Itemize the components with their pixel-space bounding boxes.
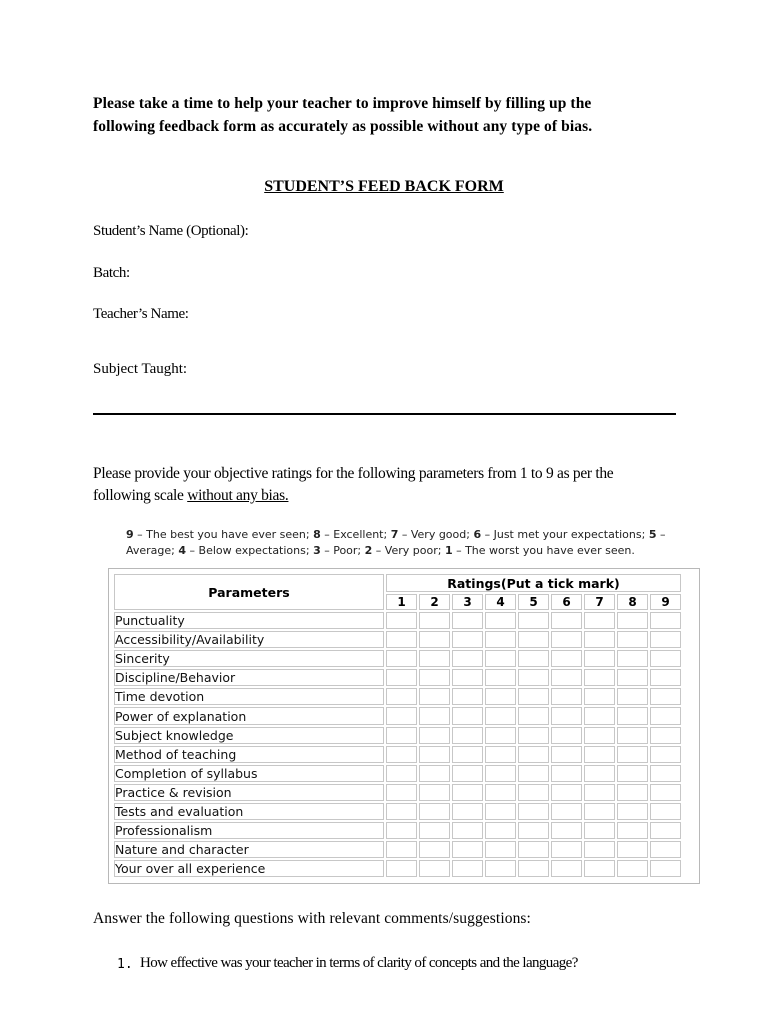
rating-tick-cell[interactable]	[650, 631, 681, 648]
rating-number-header: 7	[584, 594, 615, 610]
rating-tick-cell[interactable]	[485, 650, 516, 667]
rating-tick-cell[interactable]	[650, 841, 681, 858]
rating-tick-cell[interactable]	[617, 727, 648, 744]
rating-tick-cell[interactable]	[419, 765, 450, 782]
parameter-name: Practice & revision	[114, 784, 384, 801]
rating-tick-cell[interactable]	[617, 669, 648, 686]
parameter-name: Tests and evaluation	[114, 803, 384, 820]
rating-tick-cell[interactable]	[551, 707, 582, 724]
scale-instruction-line-1: Please provide your objective ratings for the following parameters from 1 to 9 as per the	[93, 465, 614, 482]
rating-tick-cell[interactable]	[617, 746, 648, 763]
rating-tick-cell[interactable]	[485, 746, 516, 763]
legend-num-3: 3	[313, 543, 321, 557]
rating-tick-cell[interactable]	[452, 860, 483, 877]
rating-tick-cell[interactable]	[617, 707, 648, 724]
rating-tick-cell[interactable]	[617, 650, 648, 667]
parameter-row	[114, 707, 681, 724]
ratings-header-row	[114, 574, 681, 592]
rating-tick-cell[interactable]	[386, 746, 417, 763]
rating-tick-cell[interactable]	[584, 765, 615, 782]
rating-tick-cell[interactable]	[386, 631, 417, 648]
rating-tick-cell[interactable]	[650, 746, 681, 763]
legend-text-2: – Very poor;	[372, 543, 445, 557]
question-text: How effective was your teacher in terms of clarity of concepts and the language?	[140, 955, 578, 971]
rating-tick-cell[interactable]	[650, 612, 681, 629]
rating-tick-cell[interactable]	[518, 803, 549, 820]
legend-text-9: – The best you have ever seen;	[133, 528, 314, 541]
rating-tick-cell[interactable]	[584, 841, 615, 858]
teacher-name-label: Teacher’s Name:	[93, 306, 189, 322]
rating-tick-cell[interactable]	[485, 860, 516, 877]
rating-tick-cell[interactable]	[551, 822, 582, 839]
rating-tick-cell[interactable]	[386, 860, 417, 877]
rating-tick-cell[interactable]	[584, 822, 615, 839]
legend-num-8: 8	[313, 528, 321, 541]
rating-tick-cell[interactable]	[518, 631, 549, 648]
parameter-name: Power of explanation	[114, 707, 384, 724]
intro-line-1: Please take a time to help your teacher to improve himself by filling up the	[93, 95, 592, 112]
rating-tick-cell[interactable]	[419, 612, 450, 629]
rating-tick-cell[interactable]	[419, 784, 450, 801]
parameter-name: Nature and character	[114, 841, 384, 858]
rating-tick-cell[interactable]	[518, 688, 549, 705]
rating-tick-cell[interactable]	[518, 860, 549, 877]
rating-tick-cell[interactable]	[650, 727, 681, 744]
parameter-row	[114, 669, 681, 686]
rating-tick-cell[interactable]	[485, 822, 516, 839]
rating-tick-cell[interactable]	[419, 707, 450, 724]
rating-tick-cell[interactable]	[386, 688, 417, 705]
parameter-name: Accessibility/Availability	[114, 631, 384, 648]
answer-instruction: Answer the following questions with relevant comments/suggestions:	[93, 910, 531, 927]
legend-line-2	[126, 543, 686, 559]
rating-tick-cell[interactable]	[485, 765, 516, 782]
question-number: 1.	[117, 957, 133, 972]
legend-num-9: 9	[126, 528, 134, 541]
rating-tick-cell[interactable]	[452, 765, 483, 782]
rating-tick-cell[interactable]	[518, 784, 549, 801]
rating-tick-cell[interactable]	[617, 765, 648, 782]
rating-tick-cell[interactable]	[419, 860, 450, 877]
rating-tick-cell[interactable]	[419, 822, 450, 839]
rating-tick-cell[interactable]	[452, 841, 483, 858]
legend-text-5-cont: Average;	[126, 543, 179, 557]
legend-text-7: – Very good;	[398, 528, 474, 541]
rating-tick-cell[interactable]	[386, 841, 417, 858]
rating-tick-cell[interactable]	[485, 631, 516, 648]
parameter-row	[114, 631, 681, 648]
rating-tick-cell[interactable]	[584, 669, 615, 686]
rating-tick-cell[interactable]	[452, 669, 483, 686]
rating-tick-cell[interactable]	[650, 784, 681, 801]
scale-instruction	[93, 463, 683, 507]
legend-text-3: – Poor;	[320, 543, 365, 557]
parameter-row	[114, 650, 681, 667]
rating-tick-cell[interactable]	[518, 746, 549, 763]
rating-tick-cell[interactable]	[617, 822, 648, 839]
rating-tick-cell[interactable]	[452, 822, 483, 839]
legend-num-1: 1	[444, 543, 453, 557]
legend-text-8: – Excellent;	[320, 528, 391, 541]
rating-tick-cell[interactable]	[617, 631, 648, 648]
parameter-name: Professionalism	[114, 822, 384, 839]
rating-tick-cell[interactable]	[650, 650, 681, 667]
legend-num-6: 6	[473, 528, 482, 541]
rating-tick-cell[interactable]	[650, 860, 681, 877]
rating-tick-cell[interactable]	[650, 669, 681, 686]
rating-number-header: 6	[551, 594, 582, 610]
separator-line	[93, 413, 676, 415]
intro-text	[93, 92, 693, 138]
rating-tick-cell[interactable]	[419, 841, 450, 858]
rating-tick-cell[interactable]	[419, 746, 450, 763]
parameter-row	[114, 841, 681, 858]
legend-num-2: 2	[364, 543, 373, 557]
rating-tick-cell[interactable]	[617, 841, 648, 858]
rating-tick-cell[interactable]	[386, 784, 417, 801]
parameter-name: Subject knowledge	[114, 727, 384, 744]
rating-tick-cell[interactable]	[485, 688, 516, 705]
rating-tick-cell[interactable]	[518, 669, 549, 686]
rating-tick-cell[interactable]	[386, 822, 417, 839]
ratings-table	[112, 572, 683, 879]
rating-tick-cell[interactable]	[452, 746, 483, 763]
legend-text-1: – The worst you have ever seen.	[452, 543, 635, 557]
rating-tick-cell[interactable]	[551, 650, 582, 667]
rating-tick-cell[interactable]	[518, 707, 549, 724]
rating-tick-cell[interactable]	[584, 727, 615, 744]
subject-taught-label: Subject Taught:	[93, 361, 188, 377]
legend-num-7: 7	[390, 528, 399, 541]
intro-line-2: following feedback form as accurately as possible without any type of bias.	[93, 118, 593, 135]
rating-tick-cell[interactable]	[584, 860, 615, 877]
rating-tick-cell[interactable]	[617, 803, 648, 820]
scale-instruction-line-2	[93, 485, 683, 507]
rating-tick-cell[interactable]	[584, 784, 615, 801]
rating-tick-cell[interactable]	[386, 612, 417, 629]
rating-tick-cell[interactable]	[419, 688, 450, 705]
rating-tick-cell[interactable]	[551, 688, 582, 705]
rating-tick-cell[interactable]	[485, 841, 516, 858]
rating-tick-cell[interactable]	[485, 669, 516, 686]
rating-tick-cell[interactable]	[584, 746, 615, 763]
student-name-label: Student’s Name (Optional):	[93, 223, 249, 239]
rating-tick-cell[interactable]	[386, 727, 417, 744]
parameter-name: Sincerity	[114, 650, 384, 667]
scale-instruction-emphasis: without any bias.	[187, 487, 289, 504]
parameter-name: Method of teaching	[114, 746, 384, 763]
rating-tick-cell[interactable]	[452, 688, 483, 705]
rating-tick-cell[interactable]	[518, 727, 549, 744]
rating-number-header: 8	[617, 594, 648, 610]
parameter-name: Time devotion	[114, 688, 384, 705]
rating-tick-cell[interactable]	[518, 650, 549, 667]
rating-tick-cell[interactable]	[617, 784, 648, 801]
rating-tick-cell[interactable]	[551, 803, 582, 820]
rating-tick-cell[interactable]	[551, 784, 582, 801]
rating-tick-cell[interactable]	[386, 707, 417, 724]
rating-tick-cell[interactable]	[485, 612, 516, 629]
legend-text-4: – Below expectations;	[186, 543, 314, 557]
legend-num-5: 5	[648, 528, 657, 541]
rating-tick-cell[interactable]	[518, 841, 549, 858]
rating-tick-cell[interactable]	[551, 727, 582, 744]
rating-number-header: 5	[518, 594, 549, 610]
rating-tick-cell[interactable]	[419, 631, 450, 648]
rating-tick-cell[interactable]	[584, 631, 615, 648]
rating-tick-cell[interactable]	[518, 612, 549, 629]
legend-num-4: 4	[178, 543, 187, 557]
ratings-header: Ratings(Put a tick mark)	[386, 574, 681, 592]
rating-tick-cell[interactable]	[452, 784, 483, 801]
rating-tick-cell[interactable]	[419, 669, 450, 686]
rating-tick-cell[interactable]	[518, 822, 549, 839]
ratings-table-body	[114, 612, 681, 877]
rating-tick-cell[interactable]	[551, 631, 582, 648]
ratings-table-frame	[108, 568, 700, 884]
rating-tick-cell[interactable]	[650, 707, 681, 724]
parameter-name: Discipline/Behavior	[114, 669, 384, 686]
parameter-row	[114, 860, 681, 877]
rating-tick-cell[interactable]	[584, 688, 615, 705]
rating-tick-cell[interactable]	[452, 727, 483, 744]
parameter-row	[114, 803, 681, 820]
rating-tick-cell[interactable]	[617, 688, 648, 705]
rating-number-header: 2	[419, 594, 450, 610]
rating-tick-cell[interactable]	[551, 669, 582, 686]
parameter-row	[114, 765, 681, 782]
parameter-name: Punctuality	[114, 612, 384, 629]
rating-tick-cell[interactable]	[452, 650, 483, 667]
legend-text-6: – Just met your expectations;	[481, 528, 649, 541]
rating-tick-cell[interactable]	[584, 650, 615, 667]
parameter-row	[114, 822, 681, 839]
rating-tick-cell[interactable]	[584, 803, 615, 820]
rating-tick-cell[interactable]	[518, 765, 549, 782]
rating-tick-cell[interactable]	[386, 765, 417, 782]
rating-tick-cell[interactable]	[419, 727, 450, 744]
rating-tick-cell[interactable]	[650, 803, 681, 820]
rating-tick-cell[interactable]	[419, 650, 450, 667]
rating-tick-cell[interactable]	[617, 612, 648, 629]
parameter-name: Completion of syllabus	[114, 765, 384, 782]
rating-tick-cell[interactable]	[386, 669, 417, 686]
rating-tick-cell[interactable]	[551, 746, 582, 763]
rating-tick-cell[interactable]	[485, 707, 516, 724]
parameter-row	[114, 612, 681, 629]
form-title: STUDENT’S FEED BACK FORM	[264, 178, 504, 195]
rating-tick-cell[interactable]	[485, 803, 516, 820]
rating-tick-cell[interactable]	[452, 612, 483, 629]
rating-tick-cell[interactable]	[452, 631, 483, 648]
rating-tick-cell[interactable]	[485, 727, 516, 744]
rating-tick-cell[interactable]	[452, 707, 483, 724]
parameter-row	[114, 784, 681, 801]
rating-tick-cell[interactable]	[551, 841, 582, 858]
rating-tick-cell[interactable]	[584, 707, 615, 724]
rating-tick-cell[interactable]	[584, 612, 615, 629]
scale-instruction-prefix: following scale	[93, 487, 188, 504]
rating-tick-cell[interactable]	[650, 822, 681, 839]
rating-tick-cell[interactable]	[452, 803, 483, 820]
rating-scale-legend	[126, 527, 686, 558]
rating-tick-cell[interactable]	[650, 765, 681, 782]
rating-tick-cell[interactable]	[650, 688, 681, 705]
rating-tick-cell[interactable]	[386, 803, 417, 820]
legend-line-1	[126, 527, 686, 543]
parameter-row	[114, 727, 681, 744]
rating-tick-cell[interactable]	[419, 803, 450, 820]
rating-tick-cell[interactable]	[551, 612, 582, 629]
rating-number-header: 4	[485, 594, 516, 610]
parameter-row	[114, 746, 681, 763]
rating-tick-cell[interactable]	[386, 650, 417, 667]
rating-tick-cell[interactable]	[551, 860, 582, 877]
rating-tick-cell[interactable]	[617, 860, 648, 877]
legend-text-5: –	[656, 528, 666, 541]
rating-number-header: 9	[650, 594, 681, 610]
parameter-row	[114, 688, 681, 705]
batch-label: Batch:	[93, 265, 130, 281]
parameter-name: Your over all experience	[114, 860, 384, 877]
rating-tick-cell[interactable]	[485, 784, 516, 801]
rating-number-header: 1	[386, 594, 417, 610]
rating-number-header: 3	[452, 594, 483, 610]
rating-tick-cell[interactable]	[551, 765, 582, 782]
parameters-header: Parameters	[114, 574, 384, 610]
